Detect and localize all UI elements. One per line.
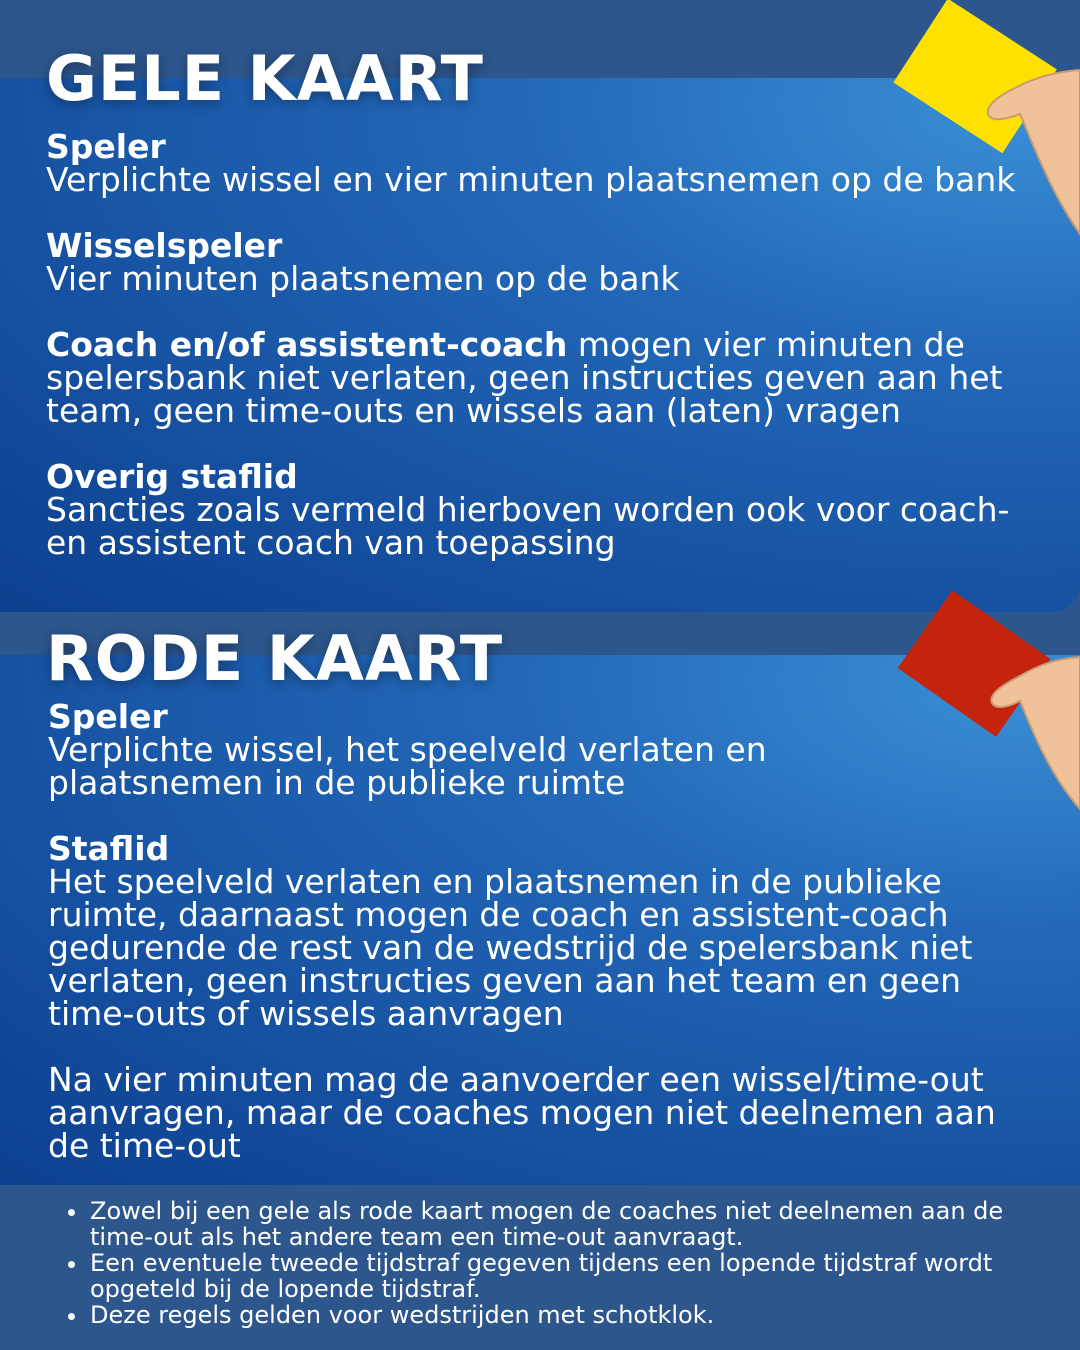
red-staf-text: Het speelveld verlaten en plaatsnemen in de publieke ruimte, daarnaast mogen de coach en assistent-coach gedurende de rest van de wedstrijd de spelersbank niet verlaten, geen instructies geven aan het team en geen time-outs of wissels aanvragen xyxy=(48,862,973,1033)
yellow-speler-text: Verplichte wissel en vier minuten plaatsnemen op de bank xyxy=(46,160,1016,199)
yellow-staf-block xyxy=(46,457,1036,562)
note-item: Zowel bij een gele als rode kaart mogen de coaches niet deelnemen aan de time-out als het andere team een time-out aanvraagt. xyxy=(90,1198,1080,1250)
yellow-coach-label: Coach en/of assistent-coach xyxy=(46,325,568,364)
red-speler-label: Speler xyxy=(48,697,168,736)
red-speler-text: Verplichte wissel, het speelveld verlaten en plaatsnemen in de publieke ruimte xyxy=(48,730,767,802)
red-speler-block xyxy=(48,697,808,802)
yellow-staf-label: Overig staflid xyxy=(46,457,298,496)
yellow-wisselspeler-block xyxy=(46,226,1056,298)
yellow-speler-label: Speler xyxy=(46,127,166,166)
yellow-coach-text: mogen vier minuten de spelersbank niet verlaten, geen instructies geven aan het team, geen time-outs en wissels aan (laten) vragen xyxy=(46,325,1003,430)
notes-section xyxy=(0,1188,1080,1350)
yellow-wisselspeler-label: Wisselspeler xyxy=(46,226,283,265)
red-extra-text: Na vier minuten mag de aanvoerder een wissel/time-out aanvragen, maar de coaches mogen niet deelnemen aan de time-out xyxy=(48,1060,996,1165)
red-staf-block xyxy=(48,829,1008,1033)
note-item: Een eventuele tweede tijdstraf gegeven tijdens een lopende tijdstraf wordt opgeteld bij de lopende tijdstraf. xyxy=(90,1250,1080,1302)
note-item: Deze regels gelden voor wedstrijden met schotklok. xyxy=(90,1302,1080,1328)
yellow-coach-block xyxy=(46,325,1036,430)
red-card-hand-icon xyxy=(880,595,1080,815)
red-staf-label: Staflid xyxy=(48,829,170,868)
notes-list xyxy=(0,1198,1080,1328)
red-extra-block xyxy=(48,1060,1028,1165)
yellow-wisselspeler-text: Vier minuten plaatsnemen op de bank xyxy=(46,259,680,298)
red-card-title: RODE KAART xyxy=(46,622,504,695)
yellow-card-title: GELE KAART xyxy=(46,42,484,115)
yellow-staf-text: Sancties zoals vermeld hierboven worden ook voor coach- en assistent coach van toepassing xyxy=(46,490,1010,562)
yellow-speler-block xyxy=(46,127,1056,199)
